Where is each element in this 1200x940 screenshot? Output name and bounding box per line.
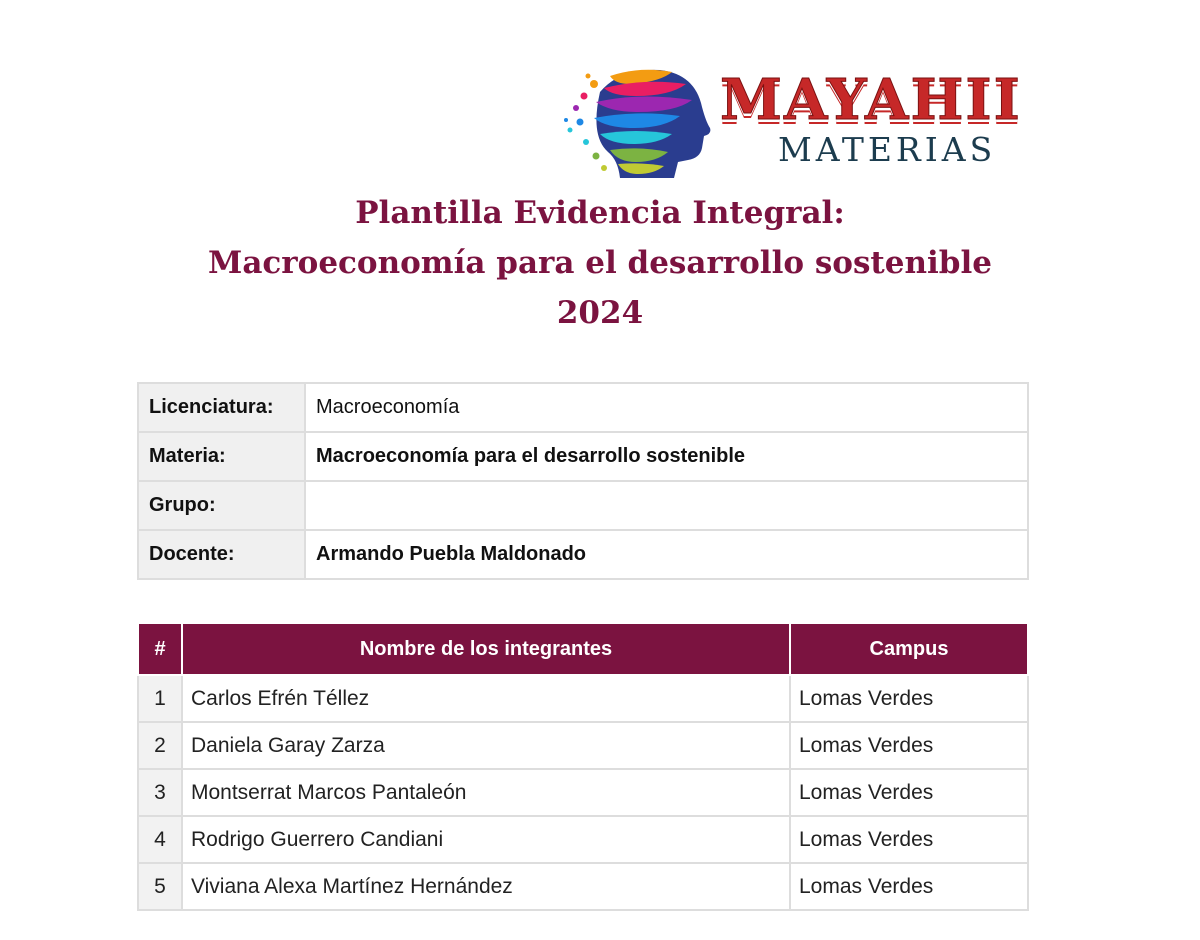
member-campus: Lomas Verdes: [790, 816, 1028, 863]
title-line-3: 2024: [556, 295, 644, 331]
info-label: Docente:: [138, 530, 305, 579]
info-label: Grupo:: [138, 481, 305, 530]
brand-name: MAYAHII: [720, 67, 1022, 133]
member-name: Viviana Alexa Martínez Hernández: [182, 863, 790, 910]
member-campus: Lomas Verdes: [790, 722, 1028, 769]
table-row: [138, 722, 1028, 769]
members-header-row: [138, 623, 1028, 675]
header-num: #: [138, 623, 182, 675]
member-num: 1: [138, 675, 182, 722]
info-value: [305, 481, 1028, 530]
header-name: Nombre de los integrantes: [182, 623, 790, 675]
document-title: [0, 188, 1200, 338]
info-row-materia: [138, 432, 1028, 481]
table-row: [138, 816, 1028, 863]
member-name: Daniela Garay Zarza: [182, 722, 790, 769]
table-row: [138, 675, 1028, 722]
member-num: 2: [138, 722, 182, 769]
member-num: 3: [138, 769, 182, 816]
colorful-head-logo-icon: [560, 62, 715, 180]
table-row: [138, 863, 1028, 910]
brand-subtitle: MATERIAS: [778, 130, 997, 169]
info-value: Macroeconomía: [305, 383, 1028, 432]
member-name: Rodrigo Guerrero Candiani: [182, 816, 790, 863]
brand-logo: [560, 62, 1060, 180]
title-line-1: Plantilla Evidencia Integral:: [355, 195, 845, 231]
title-line-2: Macroeconomía para el desarrollo sostenible: [208, 245, 992, 281]
info-label: Licenciatura:: [138, 383, 305, 432]
header-campus: Campus: [790, 623, 1028, 675]
info-row-grupo: [138, 481, 1028, 530]
member-campus: Lomas Verdes: [790, 675, 1028, 722]
info-row-docente: [138, 530, 1028, 579]
info-value: Armando Puebla Maldonado: [305, 530, 1028, 579]
info-value: Macroeconomía para el desarrollo sostenible: [305, 432, 1028, 481]
member-campus: Lomas Verdes: [790, 863, 1028, 910]
table-row: [138, 769, 1028, 816]
info-row-licenciatura: [138, 383, 1028, 432]
course-info-table: [137, 382, 1029, 580]
member-num: 5: [138, 863, 182, 910]
members-table: [137, 622, 1029, 911]
info-label: Materia:: [138, 432, 305, 481]
member-num: 4: [138, 816, 182, 863]
member-name: Carlos Efrén Téllez: [182, 675, 790, 722]
member-campus: Lomas Verdes: [790, 769, 1028, 816]
member-name: Montserrat Marcos Pantaleón: [182, 769, 790, 816]
